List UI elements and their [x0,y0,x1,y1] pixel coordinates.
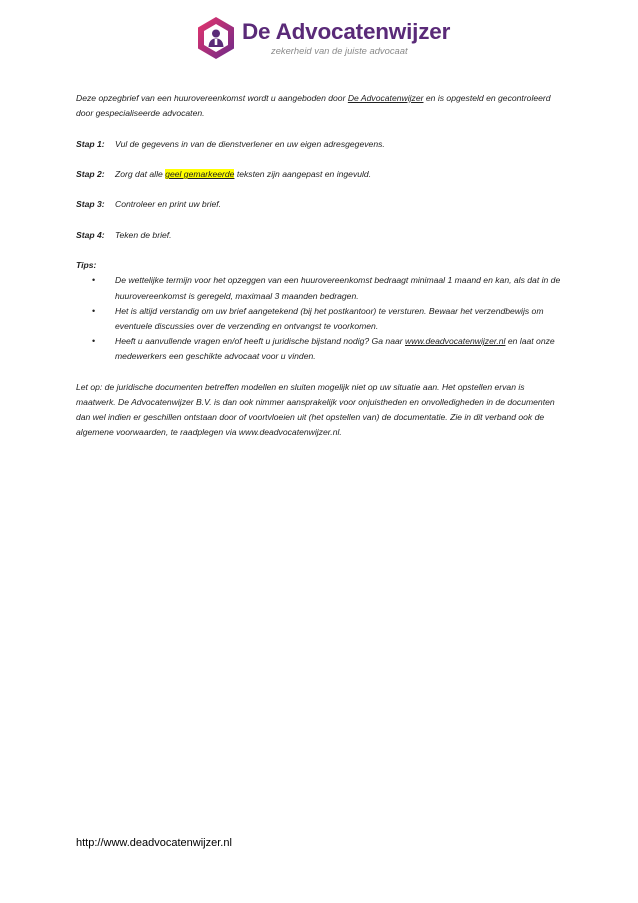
tip-item [76,304,566,334]
step-text: Teken de brief. [115,229,172,240]
disclaimer-paragraph: Let op: de juridische documenten betreffen modellen en sluiten mogelijk niet op uw situatie aan. Het opstellen ervan is maatwerk. De Advocatenwijzer B.V. is dan ook nimmer aansprakelijk voor onjuistheden en onvolledigheden in de documenten dan wel indien er geschillen ontstaan door of voortvloeien uit (het opstellen van) de documentatie. Zie in dit verband ook de algemene voorwaarden, te raadplegen via www.deadvocatenwijzer.nl. [76,381,555,438]
footer-url[interactable]: http://www.deadvocatenwijzer.nl [76,837,232,849]
tip-text: Het is altijd verstandig om uw brief aangetekend (bij het postkantoor) te versturen. Bewaar het verzendbewijs om eventuele discussies over de verzending en ontvangst te voorkomen. [115,305,544,331]
step-label: Stap 3: [76,199,105,210]
step-1 [76,137,566,152]
step-2 [76,167,566,182]
tip-text-before: Heeft u aanvullende vragen en/of heeft u juridische bijstand nodig? Ga naar [115,336,405,347]
document-body [76,91,566,441]
step-label: Stap 1: [76,138,105,149]
tip-item [76,334,566,364]
highlighted-text: geel gemarkeerde [165,168,235,179]
step-text-after: teksten zijn aangepast en ingevuld. [234,168,372,179]
step-4 [76,228,566,243]
step-text-before: Zorg dat alle [115,168,166,179]
tip-item [76,273,566,303]
step-label: Stap 2: [76,168,105,179]
tip-text: De wettelijke termijn voor het opzeggen van een huurovereenkomst bedraagt minimaal 1 maand en kan, als dat in de huurovereenkomst is geregeld, maximaal 3 maanden bedragen. [115,275,561,301]
bullet: • [92,305,96,316]
bullet: • [92,336,96,347]
tips-list [76,273,566,364]
tip-link[interactable]: www.deadvocatenwijzer.nl [405,336,506,347]
logo-title: De Advocatenwijzer [242,19,451,44]
step-label: Stap 4: [76,229,105,240]
intro-paragraph [76,91,566,121]
intro-text-before: Deze opzegbrief van een huurovereenkomst wordt u aangeboden door [76,93,348,103]
tips-heading: Tips: [76,260,97,271]
logo[interactable] [196,16,456,60]
logo-subtitle: zekerheid van de juiste advocaat [271,45,408,56]
step-text: Vul de gegevens in van de dienstverlener en uw eigen adresgegevens. [115,138,385,149]
tip-text-after: en laat onze medewerkers een geschikte advocaat voor u vinden. [115,336,555,362]
step-3 [76,197,566,212]
intro-link[interactable]: De Advocatenwijzer [347,93,424,103]
step-text: Controleer en print uw brief. [115,199,222,210]
intro-text-after: en is opgesteld en gecontroleerd door gespecialiseerde advocaten. [76,93,551,119]
bullet: • [92,275,96,286]
person-in-hexagon-icon [196,16,236,60]
